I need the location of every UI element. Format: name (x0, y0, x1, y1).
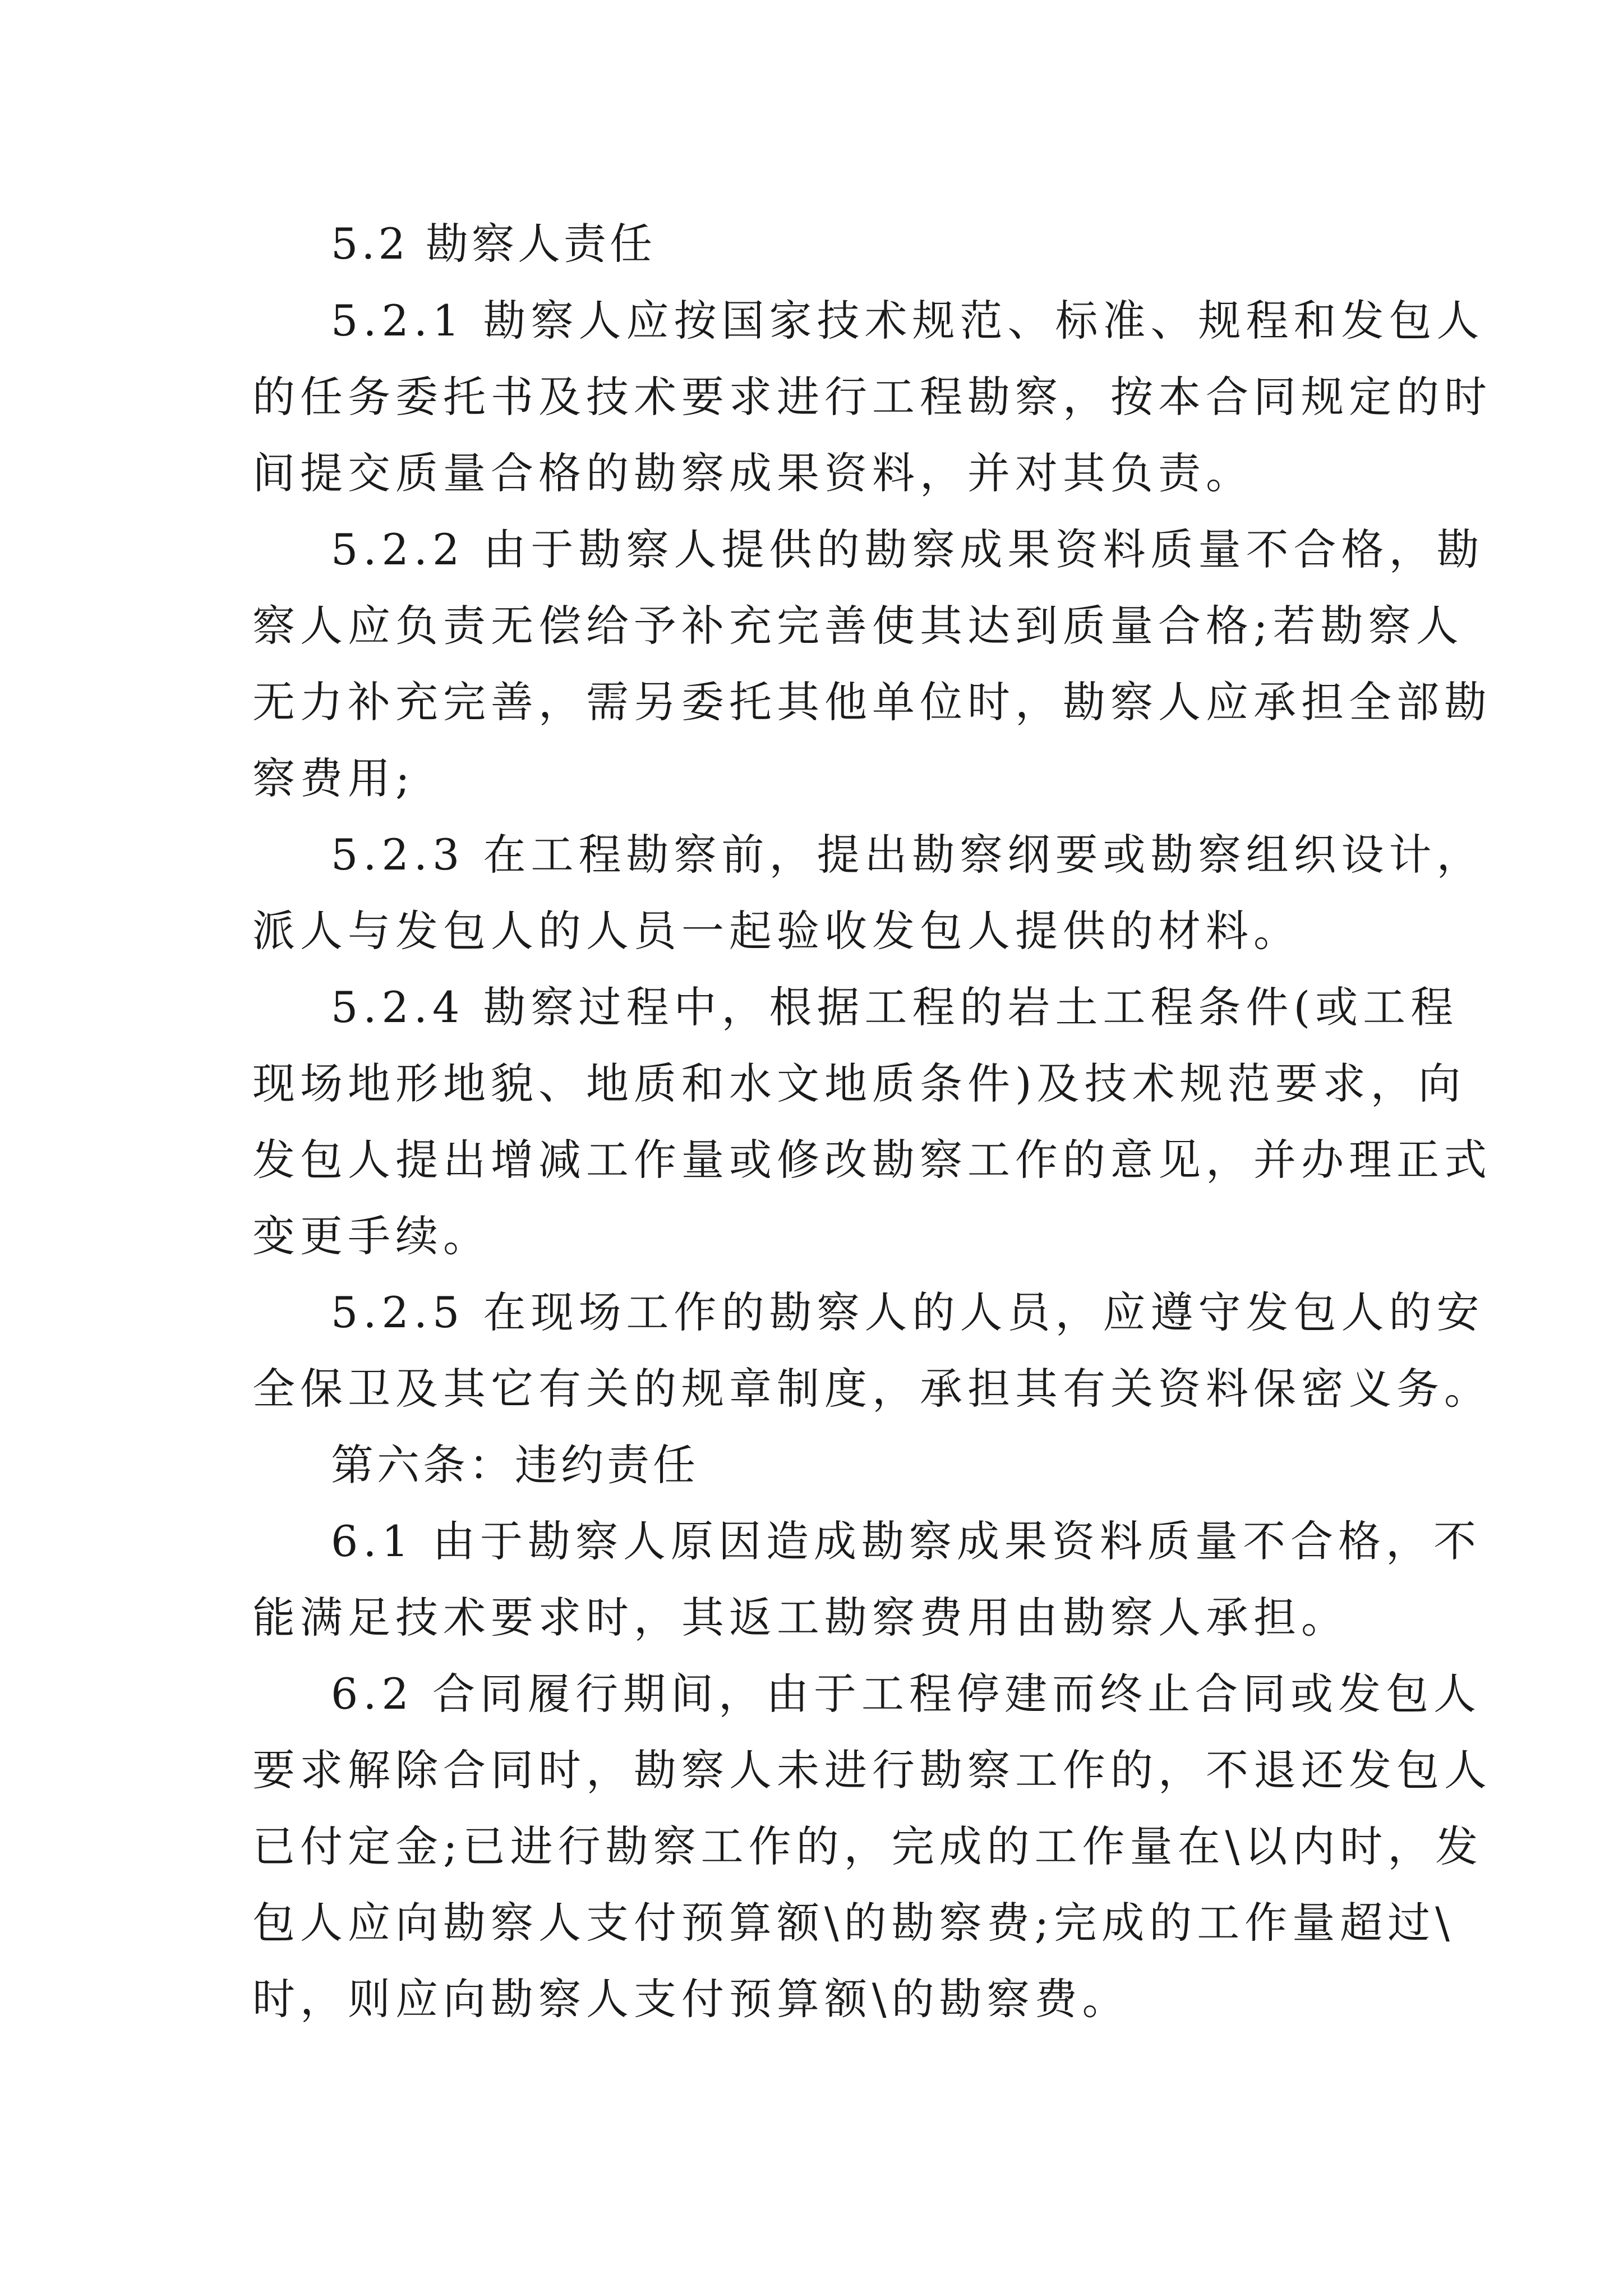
clause-5-2-5-line-1: 5.2.5 在现场工作的勘察人的人员，应遵守发包人的安 (331, 1287, 1484, 1337)
clause-5-2-2-line-1: 5.2.2 由于勘察人提供的勘察成果资料质量不合格，勘 (331, 524, 1484, 574)
clause-5-2-4-line-4: 变更手续。 (252, 1211, 491, 1261)
clause-6-2-line-1: 6.2 合同履行期间，由于工程停建而终止合同或发包人 (331, 1669, 1482, 1719)
clause-5-2-1-line-3: 间提交质量合格的勘察成果资料，并对其负责。 (252, 448, 1253, 498)
section-heading-5-2: 5.2 勘察人责任 (331, 219, 656, 269)
clause-6-2-line-2: 要求解除合同时，勘察人未进行勘察工作的，不退还发包人 (252, 1745, 1492, 1795)
clause-5-2-3-line-1: 5.2.3 在工程勘察前，提出勘察纲要或勘察组织设计， (331, 830, 1484, 880)
article-6-heading: 第六条：违约责任 (331, 1440, 699, 1490)
clause-6-2-line-5: 时，则应向勘察人支付预算额\的勘察费。 (252, 1974, 1130, 2024)
clause-5-2-2-line-4: 察费用; (252, 753, 415, 803)
clause-5-2-4-line-3: 发包人提出增减工作量或修改勘察工作的意见，并办理正式 (252, 1135, 1492, 1185)
clause-5-2-3-line-2: 派人与发包人的人员一起验收发包人提供的材料。 (252, 906, 1301, 956)
clause-6-2-line-3: 已付定金;已进行勘察工作的，完成的工作量在\以内时，发 (252, 1821, 1483, 1871)
clause-5-2-5-line-2: 全保卫及其它有关的规章制度，承担其有关资料保密义务。 (252, 1364, 1492, 1414)
clause-5-2-1-line-2: 的任务委托书及技术要求进行工程勘察，按本合同规定的时 (252, 372, 1492, 422)
clause-5-2-1-line-1: 5.2.1 勘察人应按国家技术规范、标准、规程和发包人 (331, 296, 1484, 346)
clause-6-1-line-1: 6.1 由于勘察人原因造成勘察成果资料质量不合格，不 (331, 1516, 1482, 1566)
clause-6-1-line-2: 能满足技术要求时，其返工勘察费用由勘察人承担。 (252, 1593, 1349, 1642)
clause-5-2-2-line-2: 察人应负责无偿给予补充完善使其达到质量合格;若勘察人 (252, 601, 1464, 651)
clause-5-2-2-line-3: 无力补充完善，需另委托其他单位时，勘察人应承担全部勘 (252, 677, 1492, 727)
clause-5-2-4-line-1: 5.2.4 勘察过程中，根据工程的岩土工程条件(或工程 (331, 982, 1459, 1032)
clause-6-2-line-4: 包人应向勘察人支付预算额\的勘察费;完成的工作量超过\ (252, 1898, 1455, 1948)
clause-5-2-4-line-2: 现场地形地貌、地质和水文地质条件)及技术规范要求，向 (252, 1059, 1466, 1108)
